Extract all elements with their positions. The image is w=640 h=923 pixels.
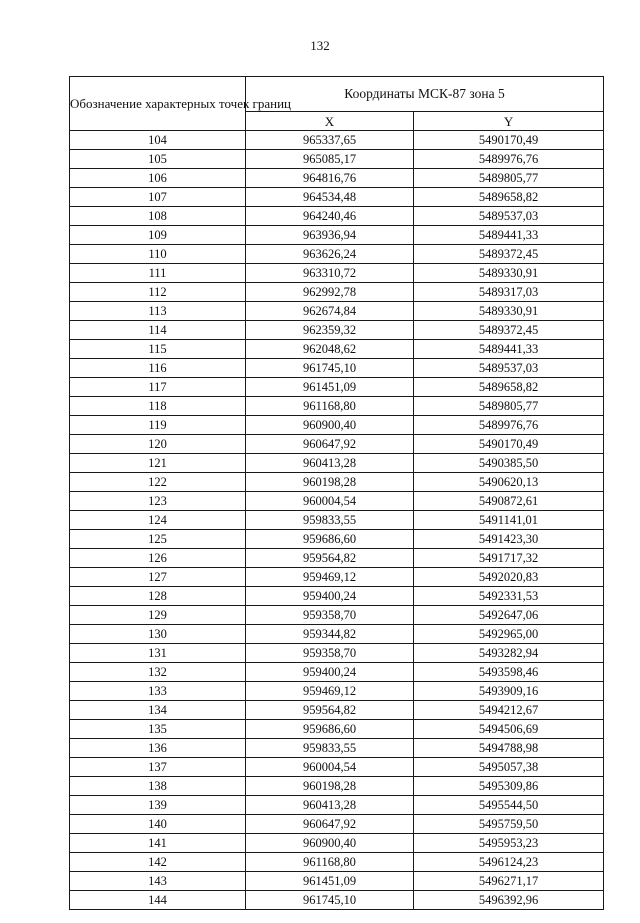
x-coordinate-cell: 960004,54 — [246, 492, 414, 511]
x-coordinate-cell: 961168,80 — [246, 853, 414, 872]
x-coordinate-cell: 960900,40 — [246, 834, 414, 853]
x-coordinate-cell: 959344,82 — [246, 625, 414, 644]
y-coordinate-cell: 5489537,03 — [414, 359, 604, 378]
y-coordinate-cell: 5493282,94 — [414, 644, 604, 663]
point-cell: 109 — [70, 226, 246, 245]
y-coordinate-cell: 5489330,91 — [414, 264, 604, 283]
y-coordinate-cell: 5490385,50 — [414, 454, 604, 473]
point-cell: 121 — [70, 454, 246, 473]
point-cell: 122 — [70, 473, 246, 492]
y-coordinate-cell: 5492020,83 — [414, 568, 604, 587]
table-row — [70, 587, 604, 606]
point-cell: 137 — [70, 758, 246, 777]
y-coordinate-cell: 5494788,98 — [414, 739, 604, 758]
x-coordinate-cell: 959358,70 — [246, 606, 414, 625]
x-coordinate-cell: 960647,92 — [246, 815, 414, 834]
x-coordinate-cell: 961451,09 — [246, 872, 414, 891]
y-coordinate-cell: 5495759,50 — [414, 815, 604, 834]
point-cell: 139 — [70, 796, 246, 815]
table-row — [70, 701, 604, 720]
y-coordinate-cell: 5493909,16 — [414, 682, 604, 701]
y-coordinate-cell: 5495544,50 — [414, 796, 604, 815]
table-row — [70, 815, 604, 834]
y-coordinate-cell: 5489537,03 — [414, 207, 604, 226]
point-cell: 118 — [70, 397, 246, 416]
point-cell: 128 — [70, 587, 246, 606]
point-cell: 138 — [70, 777, 246, 796]
y-coordinate-cell: 5489976,76 — [414, 416, 604, 435]
x-coordinate-cell: 960198,28 — [246, 473, 414, 492]
y-coordinate-cell: 5489658,82 — [414, 188, 604, 207]
x-coordinate-cell: 959358,70 — [246, 644, 414, 663]
table-row — [70, 530, 604, 549]
point-cell: 113 — [70, 302, 246, 321]
x-coordinate-cell: 964816,76 — [246, 169, 414, 188]
table-row — [70, 568, 604, 587]
table-row — [70, 853, 604, 872]
point-cell: 117 — [70, 378, 246, 397]
point-cell: 105 — [70, 150, 246, 169]
y-column-header: Y — [414, 112, 604, 131]
x-coordinate-cell: 959400,24 — [246, 587, 414, 606]
table-row — [70, 207, 604, 226]
point-cell: 112 — [70, 283, 246, 302]
y-coordinate-cell: 5494506,69 — [414, 720, 604, 739]
table-row — [70, 891, 604, 910]
table-row — [70, 283, 604, 302]
point-cell: 107 — [70, 188, 246, 207]
y-coordinate-cell: 5495953,23 — [414, 834, 604, 853]
x-coordinate-cell: 964534,48 — [246, 188, 414, 207]
point-cell: 108 — [70, 207, 246, 226]
table-row — [70, 644, 604, 663]
table-row — [70, 397, 604, 416]
coordinates-table — [69, 76, 604, 910]
y-coordinate-cell: 5489976,76 — [414, 150, 604, 169]
y-coordinate-cell: 5496271,17 — [414, 872, 604, 891]
x-coordinate-cell: 959686,60 — [246, 530, 414, 549]
point-cell: 125 — [70, 530, 246, 549]
point-cell: 111 — [70, 264, 246, 283]
point-cell: 130 — [70, 625, 246, 644]
y-coordinate-cell: 5490170,49 — [414, 131, 604, 150]
x-coordinate-cell: 960413,28 — [246, 796, 414, 815]
point-cell: 136 — [70, 739, 246, 758]
point-cell: 116 — [70, 359, 246, 378]
x-coordinate-cell: 964240,46 — [246, 207, 414, 226]
table-row — [70, 758, 604, 777]
table-body — [70, 131, 604, 910]
table-row — [70, 264, 604, 283]
x-coordinate-cell: 963310,72 — [246, 264, 414, 283]
y-coordinate-cell: 5495057,38 — [414, 758, 604, 777]
table-row — [70, 131, 604, 150]
x-coordinate-cell: 962674,84 — [246, 302, 414, 321]
x-coordinate-cell: 960413,28 — [246, 454, 414, 473]
table-row — [70, 473, 604, 492]
table-row — [70, 340, 604, 359]
y-coordinate-cell: 5489441,33 — [414, 340, 604, 359]
table-row — [70, 872, 604, 891]
table-row — [70, 796, 604, 815]
y-coordinate-cell: 5490620,13 — [414, 473, 604, 492]
x-coordinate-cell: 961745,10 — [246, 891, 414, 910]
table-row — [70, 606, 604, 625]
y-coordinate-cell: 5494212,67 — [414, 701, 604, 720]
table-row — [70, 549, 604, 568]
y-coordinate-cell: 5489330,91 — [414, 302, 604, 321]
table-row — [70, 226, 604, 245]
point-cell: 143 — [70, 872, 246, 891]
y-coordinate-cell: 5496124,23 — [414, 853, 604, 872]
y-coordinate-cell: 5489805,77 — [414, 169, 604, 188]
point-cell: 140 — [70, 815, 246, 834]
table-row — [70, 302, 604, 321]
x-coordinate-cell: 965337,65 — [246, 131, 414, 150]
x-coordinate-cell: 959564,82 — [246, 549, 414, 568]
x-column-header: X — [246, 112, 414, 131]
point-cell: 132 — [70, 663, 246, 682]
point-cell: 133 — [70, 682, 246, 701]
x-coordinate-cell: 963626,24 — [246, 245, 414, 264]
y-coordinate-cell: 5489372,45 — [414, 321, 604, 340]
point-cell: 127 — [70, 568, 246, 587]
table-row — [70, 739, 604, 758]
y-coordinate-cell: 5493598,46 — [414, 663, 604, 682]
x-coordinate-cell: 965085,17 — [246, 150, 414, 169]
point-cell: 134 — [70, 701, 246, 720]
y-coordinate-cell: 5492647,06 — [414, 606, 604, 625]
table-row — [70, 378, 604, 397]
table-row — [70, 663, 604, 682]
x-coordinate-cell: 963936,94 — [246, 226, 414, 245]
x-coordinate-cell: 960900,40 — [246, 416, 414, 435]
table-row — [70, 492, 604, 511]
table-row — [70, 169, 604, 188]
point-cell: 135 — [70, 720, 246, 739]
x-coordinate-cell: 959469,12 — [246, 568, 414, 587]
table-row — [70, 511, 604, 530]
x-coordinate-cell: 962359,32 — [246, 321, 414, 340]
y-coordinate-cell: 5491141,01 — [414, 511, 604, 530]
table-row — [70, 245, 604, 264]
y-coordinate-cell: 5489317,03 — [414, 283, 604, 302]
x-coordinate-cell: 962048,62 — [246, 340, 414, 359]
x-coordinate-cell: 961745,10 — [246, 359, 414, 378]
table-row — [70, 720, 604, 739]
y-coordinate-cell: 5489658,82 — [414, 378, 604, 397]
x-coordinate-cell: 961451,09 — [246, 378, 414, 397]
table-row — [70, 188, 604, 207]
point-cell: 119 — [70, 416, 246, 435]
x-coordinate-cell: 961168,80 — [246, 397, 414, 416]
point-cell: 106 — [70, 169, 246, 188]
table-row — [70, 834, 604, 853]
y-coordinate-cell: 5491717,32 — [414, 549, 604, 568]
page-number: 132 — [310, 38, 330, 53]
x-coordinate-cell: 959686,60 — [246, 720, 414, 739]
x-coordinate-cell: 962992,78 — [246, 283, 414, 302]
point-cell: 123 — [70, 492, 246, 511]
x-coordinate-cell: 960198,28 — [246, 777, 414, 796]
y-coordinate-cell: 5491423,30 — [414, 530, 604, 549]
table-row — [70, 321, 604, 340]
y-coordinate-cell: 5490872,61 — [414, 492, 604, 511]
table-row — [70, 359, 604, 378]
point-designation-header: Обозначение характерных точек границ — [70, 77, 246, 131]
y-coordinate-cell: 5492965,00 — [414, 625, 604, 644]
y-coordinate-cell: 5489805,77 — [414, 397, 604, 416]
point-cell: 115 — [70, 340, 246, 359]
coordinates-system-header: Координаты МСК-87 зона 5 — [246, 77, 604, 112]
table-row — [70, 416, 604, 435]
x-coordinate-cell: 959833,55 — [246, 739, 414, 758]
point-cell: 104 — [70, 131, 246, 150]
point-cell: 129 — [70, 606, 246, 625]
point-cell: 131 — [70, 644, 246, 663]
y-coordinate-cell: 5489441,33 — [414, 226, 604, 245]
y-coordinate-cell: 5490170,49 — [414, 435, 604, 454]
x-coordinate-cell: 959833,55 — [246, 511, 414, 530]
y-coordinate-cell: 5489372,45 — [414, 245, 604, 264]
y-coordinate-cell: 5495309,86 — [414, 777, 604, 796]
point-cell: 120 — [70, 435, 246, 454]
point-cell: 142 — [70, 853, 246, 872]
table-row — [70, 150, 604, 169]
x-coordinate-cell: 960647,92 — [246, 435, 414, 454]
table-row — [70, 625, 604, 644]
point-cell: 126 — [70, 549, 246, 568]
table-row — [70, 777, 604, 796]
y-coordinate-cell: 5496392,96 — [414, 891, 604, 910]
x-coordinate-cell: 959564,82 — [246, 701, 414, 720]
x-coordinate-cell: 960004,54 — [246, 758, 414, 777]
y-coordinate-cell: 5492331,53 — [414, 587, 604, 606]
point-cell: 124 — [70, 511, 246, 530]
point-cell: 114 — [70, 321, 246, 340]
point-cell: 110 — [70, 245, 246, 264]
table-row — [70, 435, 604, 454]
table-row — [70, 454, 604, 473]
point-cell: 144 — [70, 891, 246, 910]
x-coordinate-cell: 959400,24 — [246, 663, 414, 682]
point-cell: 141 — [70, 834, 246, 853]
x-coordinate-cell: 959469,12 — [246, 682, 414, 701]
table-row — [70, 682, 604, 701]
